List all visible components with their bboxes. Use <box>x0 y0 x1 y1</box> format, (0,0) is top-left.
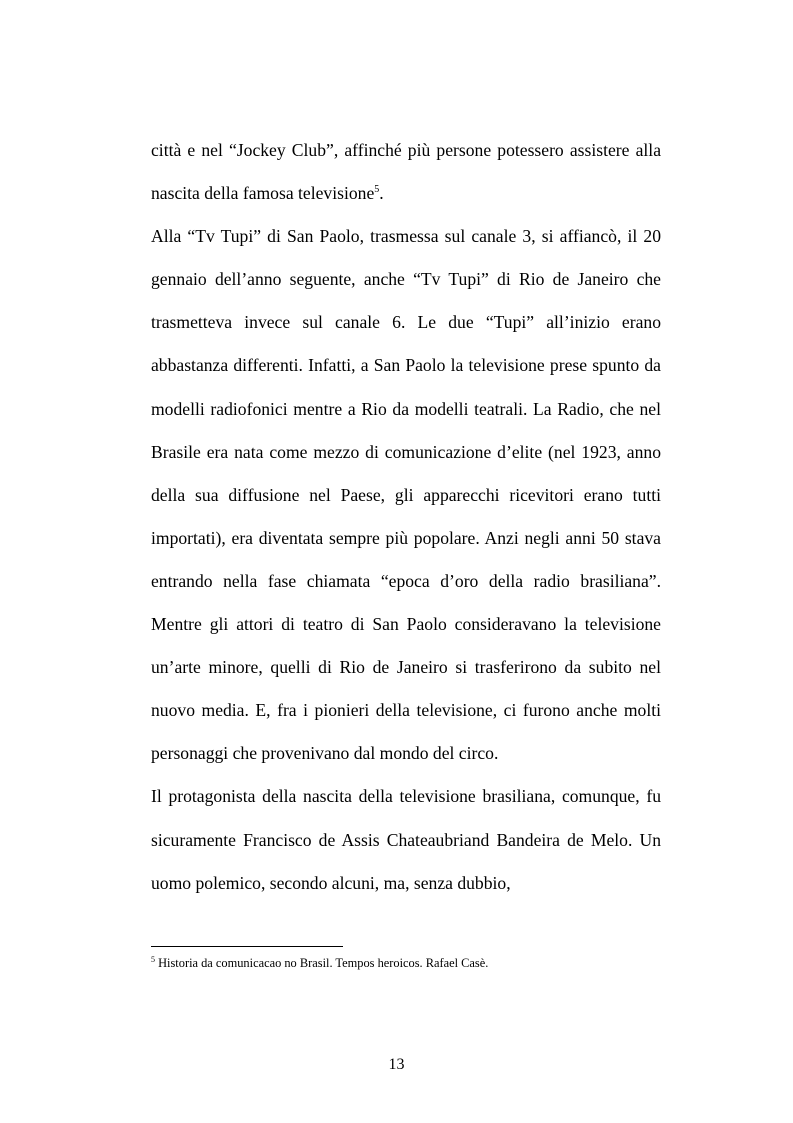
footnote-number: 5 <box>151 955 155 964</box>
paragraph-3: Il protagonista della nascita della televisione brasiliana, comunque, fu sicuramente Francisco de Assis Chateaubriand Bandeira de Melo. Un uomo polemico, secondo alcuni, ma, senza dubbio, <box>151 786 661 893</box>
footnote-text: Historia da comunicacao no Brasil. Tempos heroicos. Rafael Casè. <box>155 956 489 970</box>
page-number: 13 <box>388 1056 405 1073</box>
footnote <box>151 955 661 972</box>
footnote-divider <box>151 946 343 947</box>
body-text <box>151 129 661 905</box>
paragraph-1-tail: . <box>379 183 384 204</box>
paragraph-1-text: città e nel “Jockey Club”, affinché più persone potessero assistere alla nascita della famosa televisione <box>151 140 661 204</box>
footnote-reference: 5 <box>374 184 380 196</box>
paragraph-2: Alla “Tv Tupi” di San Paolo, trasmessa sul canale 3, si affiancò, il 20 gennaio dell’anno seguente, anche “Tv Tupi” di Rio de Janeiro che trasmetteva invece sul canale 6. Le due “Tupi” all’inizio erano abbastanza differenti. Infatti, a San Paolo la televisione prese spunto da modelli radiofonici mentre a Rio da modelli teatrali. La Radio, che nel Brasile era nata come mezzo di comunicazione d’elite (nel 1923, anno della sua diffusione nel Paese, gli apparecchi ricevitori erano tutti importati), era diventata sempre più popolare. Anzi negli anni 50 stava entrando nella fase chiamata “epoca d’oro della radio brasiliana”. Mentre gli attori di teatro di San Paolo consideravano la televisione un’arte minore, quelli di Rio de Janeiro si trasferirono da subito nel nuovo media. E, fra i pionieri della televisione, ci furono anche molti personaggi che provenivano dal mondo del circo. <box>151 226 661 764</box>
paragraph-1 <box>151 129 661 215</box>
